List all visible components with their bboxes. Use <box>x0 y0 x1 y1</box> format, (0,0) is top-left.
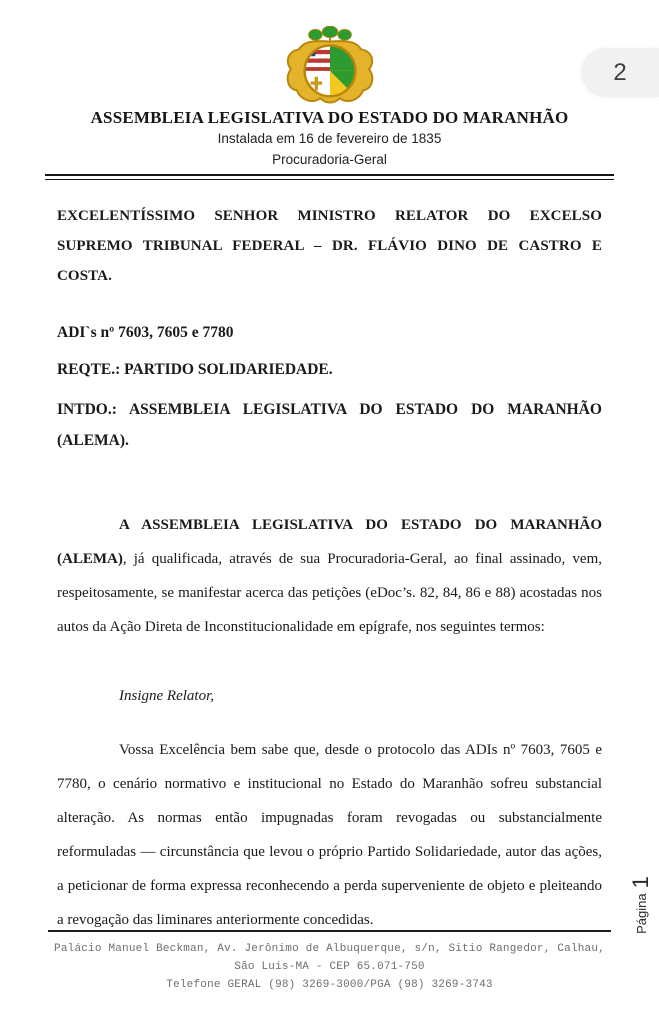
opening-paragraph-rest: , já qualificada, através de sua Procuradoria-Geral, ao final assinado, vem, respeitosamente, se manifestar acerca das petições (eDoc’s. 82, 84, 86 e 88) acostadas nos autos da Ação Direta de Inconstitucionalidade em epígrafe, nos seguintes termos: <box>57 550 602 635</box>
page-number-badge <box>581 48 659 97</box>
footer-phone-line: Telefone GERAL (98) 3269-3000/PGA (98) 3269-3743 <box>166 978 493 991</box>
organization-subtitle-founded: Instalada em 16 de fevereiro de 1835 <box>217 131 442 146</box>
letter-footer <box>48 930 611 994</box>
respondent-line-1: INTDO.: ASSEMBLEIA LEGISLATIVA DO ESTADO DO MARANHÃO <box>57 400 602 418</box>
respondent-line <box>57 394 602 456</box>
organization-title: ASSEMBLEIA LEGISLATIVA DO ESTADO DO MARANHÃO <box>90 108 569 127</box>
case-numbers: ADI`s nº 7603, 7605 e 7780 <box>57 323 234 341</box>
footer-city-cep-line: São Luis-MA - CEP 65.071-750 <box>234 960 425 973</box>
footer-address-line: Palácio Manuel Beckman, Av. Jerônimo de Albuquerque, s/n, Sitio Rangedor, Calhau, <box>54 943 605 955</box>
organization-subtitle-office: Procuradoria-Geral <box>272 151 387 167</box>
page-number-badge-value: 2 <box>613 58 627 86</box>
respondent-line-2: (ALEMA). <box>57 431 129 449</box>
side-page-label <box>625 850 657 960</box>
salutation: Insigne Relator, <box>119 687 214 704</box>
header-divider <box>45 174 614 180</box>
side-page-label-word: Página <box>633 893 649 934</box>
letterhead <box>0 0 659 170</box>
requester-line: REQTE.: PARTIDO SOLIDARIEDADE. <box>57 360 333 378</box>
side-page-label-number: 1 <box>628 876 653 889</box>
addressee-heading <box>57 201 602 291</box>
opening-paragraph <box>57 508 602 644</box>
opening-paragraph-bold-part: A ASSEMBLEIA LEGISLATIVA DO ESTADO DO MARANHÃO (ALEMA) <box>57 516 602 567</box>
maranhao-coat-of-arms-icon <box>278 26 382 106</box>
addressee-line-2: SUPREMO TRIBUNAL FEDERAL – DR. FLÁVIO DINO DE CASTRO E COSTA. <box>57 237 602 284</box>
document-body <box>57 201 602 937</box>
addressee-line-1: EXCELENTÍSSIMO SENHOR MINISTRO RELATOR DO EXCELSO <box>57 207 602 224</box>
body-paragraph: Vossa Excelência bem sabe que, desde o protocolo das ADIs nº 7603, 7605 e 7780, o cenário normativo e institucional no Estado do Maranhão sofreu substancial alteração. As normas então impugnadas foram revogadas ou substancialmente reformuladas — circunstância que levou o próprio Partido Solidariedade, autor das ações, a peticionar de forma expressa reconhecendo a perda superveniente de objeto e pleiteando a revogação das liminares anteriormente concedidas. <box>57 741 602 928</box>
